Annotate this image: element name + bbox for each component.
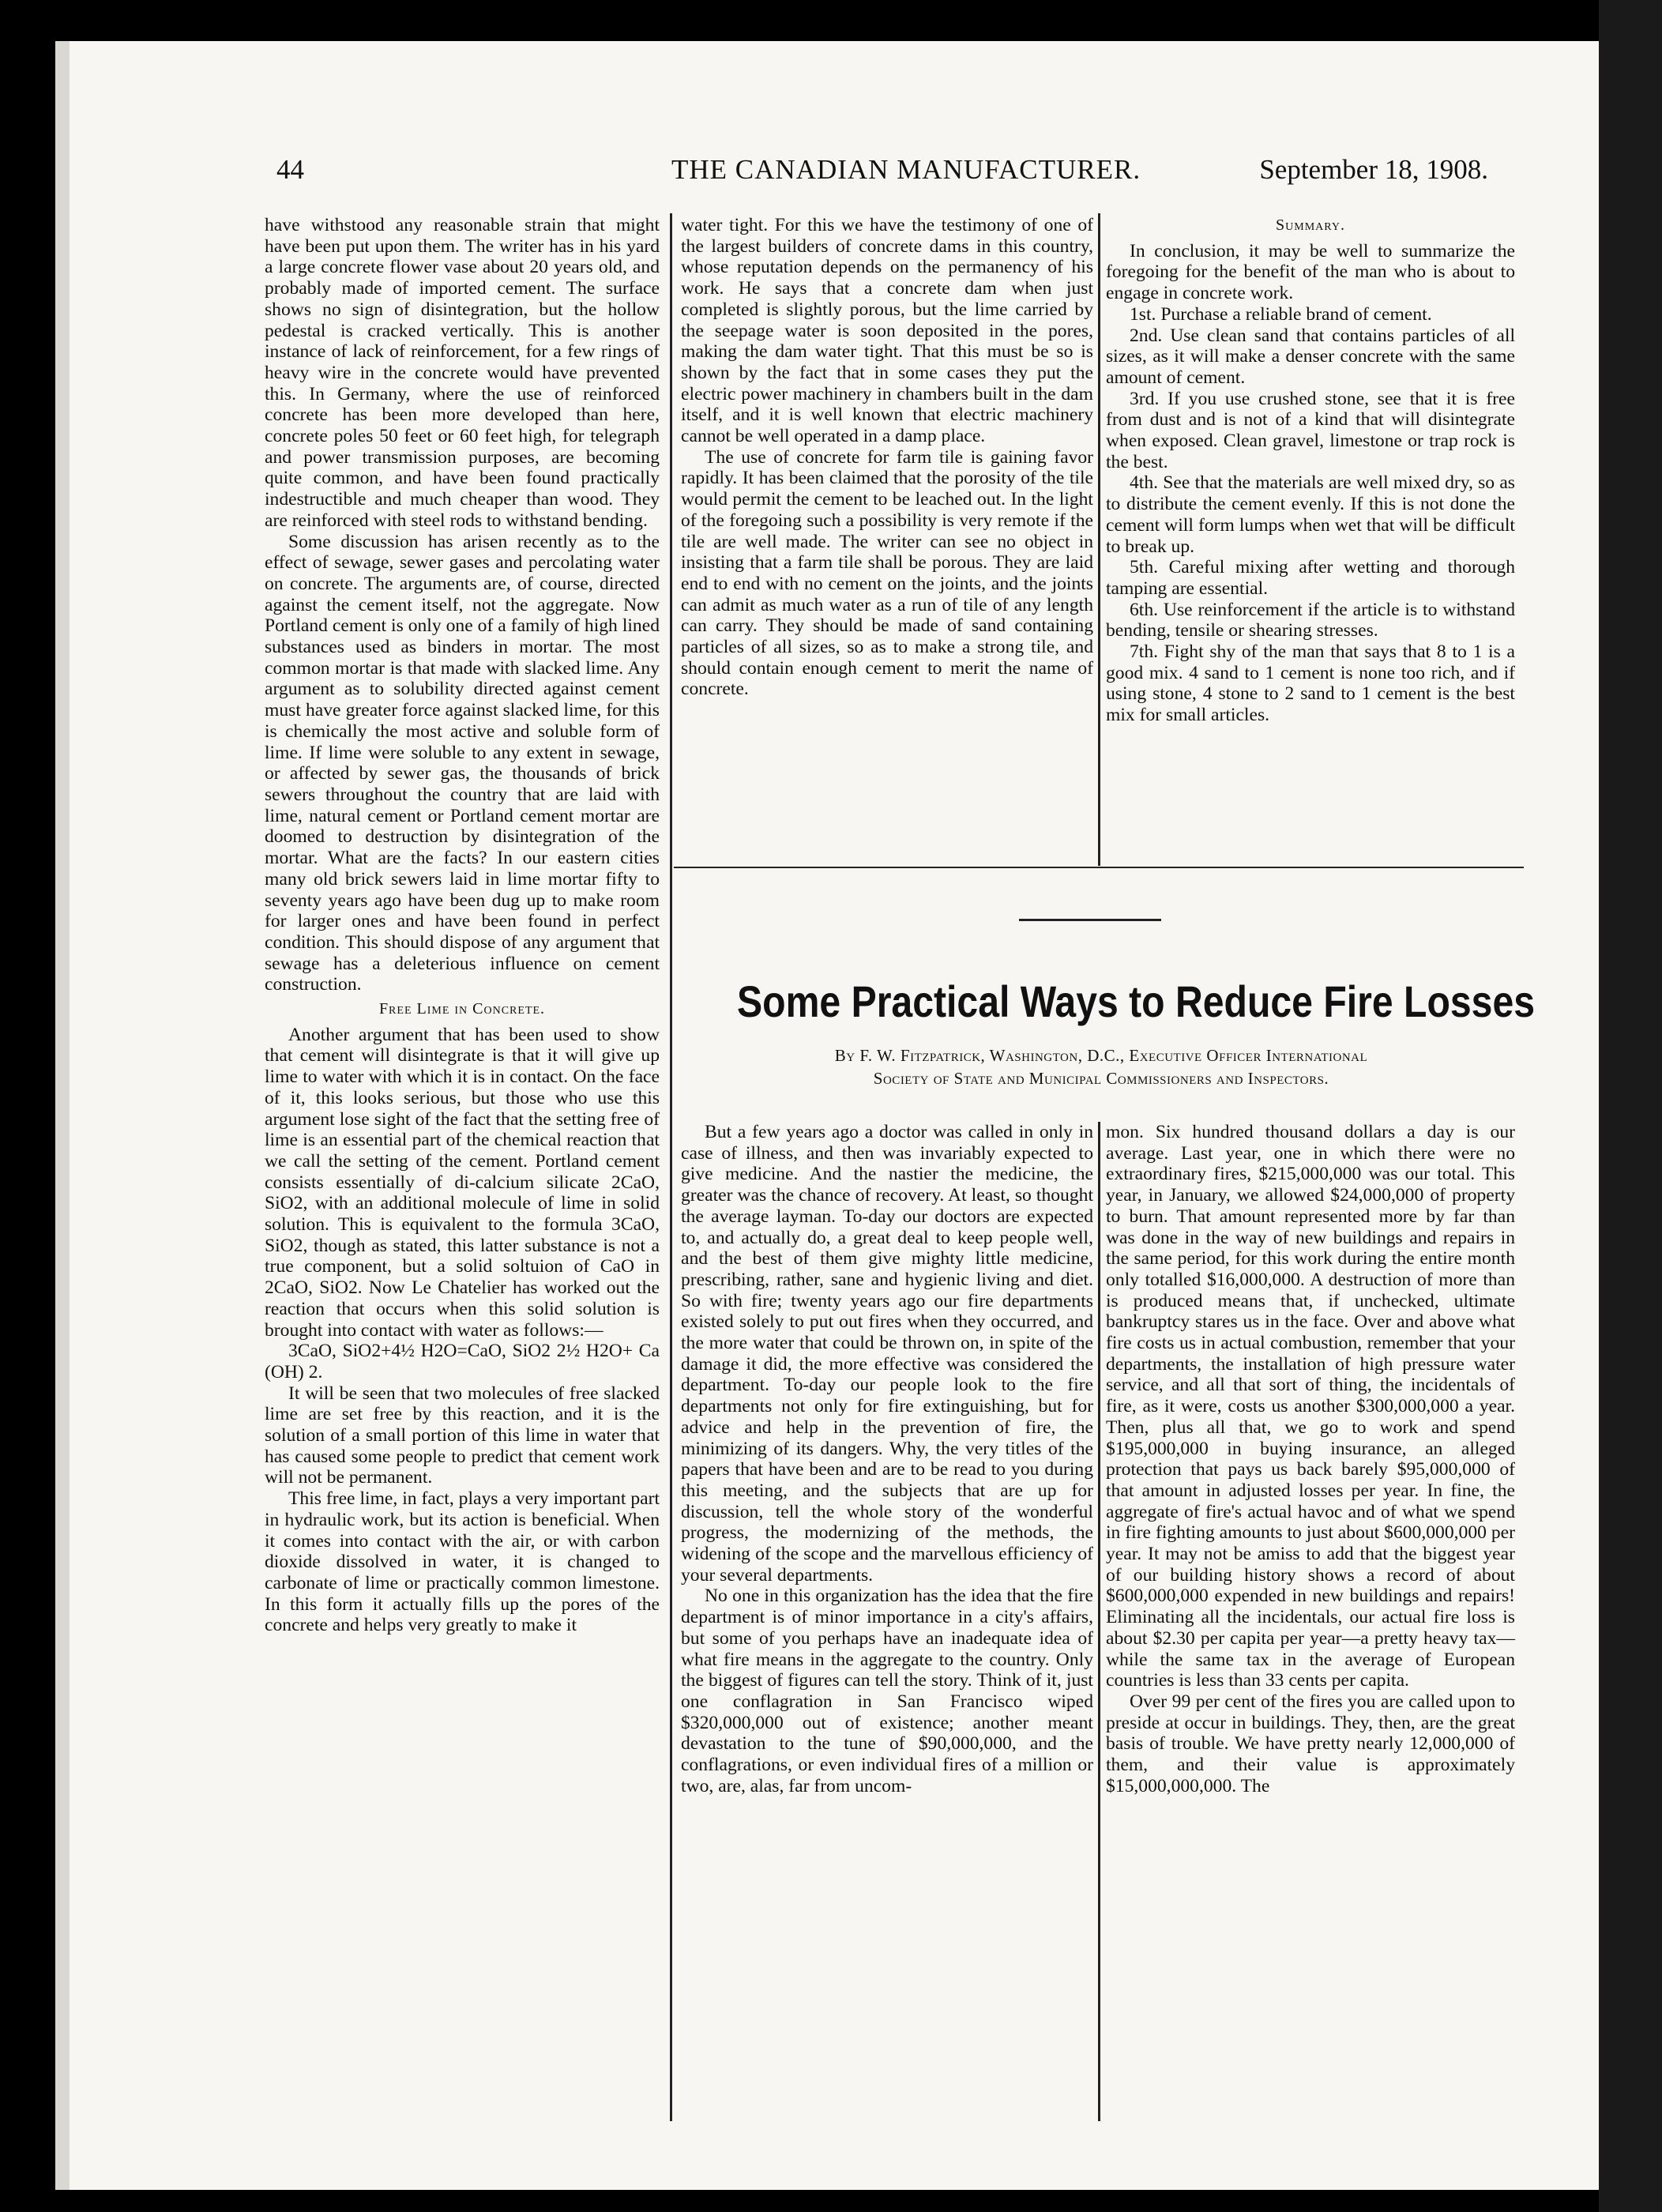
article-byline (678, 1044, 1525, 1090)
column-rule (1098, 213, 1100, 866)
article-column-2 (1106, 1122, 1515, 1797)
summary-heading: Summary. (1276, 216, 1345, 234)
scan-edge (1599, 0, 1662, 2212)
paragraph: In conclusion, it may be well to summarize the foregoing for the benefit of the man who is about to engage in concrete work. (1106, 240, 1515, 304)
summary-item: 5th. Careful mixing after wetting and thorough tamping are essential. (1106, 557, 1515, 599)
byline-line: By F. W. Fitzpatrick, Washington, D.C., Executive Officer International (834, 1046, 1368, 1065)
column-2 (681, 215, 1093, 700)
paragraph: Another argument that has been used to show that cement will disintegrate is that it will give up lime to water with which it is in contact. On the face of it, this looks serious, but those who use this argument lose sight of the fact that the setting free of lime is an essential part of the chemical reaction that we call the setting of the cement. Portland cement consists essentially of di-calcium silicate 2CaO, SiO2, with an additional molecule of lime in solid solution. This is equivalent to the formula 3CaO, SiO2, though as stated, this latter substance is not a true component, but a solid soltuion of CaO in 2CaO, SiO2. Now Le Chatelier has worked out the reaction that occurs when this solid solution is brought into contact with water as follows:— (265, 1024, 660, 1341)
paragraph: No one in this organization has the idea that the fire department is of minor importance in a city's affairs, but some of you perhaps have an inadequate idea of what fire means in the aggregate to the country. Only the biggest of figures can tell the story. Think of it, just one conflagration in San Francisco wiped $320,000,000 out of existence; another meant devastation to the tune of $90,000,000, and the conflagrations, or even individual fires of a million or two, are, alas, far from uncom- (681, 1586, 1093, 1796)
summary-item: 1st. Purchase a reliable brand of cement. (1130, 303, 1432, 325)
section-rule (674, 867, 1524, 868)
summary-item: 3rd. If you use crushed stone, see that it is free from dust and is not of a kind that will disintegrate when exposed. Clean gravel, limestone or trap rock is the best. (1106, 388, 1515, 472)
summary-item: 4th. See that the materials are well mixed dry, so as to distribute the cement evenly. If this is not done the cement will form lumps when wet that will be difficult to break up. (1106, 472, 1515, 557)
column-1 (265, 215, 660, 1636)
paragraph: Some discussion has arisen recently as to the effect of sewage, sewer gases and percolating water on concrete. The arguments are, of course, directed against the cement itself, not the aggregate. Now Portland cement is only one of a family of high lined substances used as binders in mortar. The most common mortar is that made with slacked lime. Any argument as to solubility directed against cement must have greater force against slacked lime, for this is chemically the most active and soluble form of lime. If lime were soluble to any extent in sewage, or affected by sewer gas, the thousands of brick sewers throughout the country that are laid with lime, natural cement or Portland cement mortar are doomed to destruction by disintegration of the mortar. What are the facts? In our eastern cities many old brick sewers laid in lime mortar fifty to seventy years ago have been dug up to make room for larger ones and have been found in perfect condition. This should dispose of any argument that sewage has a deleterious influence on cement construction. (265, 531, 660, 995)
summary-item: 7th. Fight shy of the man that says that 8 to 1 is a good mix. 4 sand to 1 cement is none too rich, and if using stone, 4 stone to 2 sand to 1 cement is the best mix for small articles. (1106, 641, 1515, 726)
subheading: Free Lime in Concrete. (378, 1000, 546, 1018)
paragraph: This free lime, in fact, plays a very important part in hydraulic work, but its action is beneficial. When it comes into contact with the air, or with carbon dioxide dissolved in water, it is changed to carbonate of lime or practically common limestone. In this form it actually fills up the pores of the concrete and helps very greatly to make it (265, 1488, 660, 1636)
paragraph: have withstood any reasonable strain that might have been put upon them. The writer has in his yard a large concrete flower vase about 20 years old, and probably made of imported cement. The surface shows no sign of disintegration, but the hollow pedestal is cracked vertically. This is another instance of lack of reinforcement, for a few rings of heavy wire in the concrete would have prevented this. In Germany, where the use of reinforced concrete has been more developed than here, concrete poles 50 feet or 60 feet high, for telegraph and power transmission purposes, are becoming quite common, and have been found practically indestructible and much cheaper than wood. They are reinforced with steel rods to withstand bending. (265, 215, 660, 531)
summary-item: 6th. Use reinforcement if the article is to withstand bending, tensile or shearing stresses. (1106, 599, 1515, 641)
page-number: 44 (276, 154, 304, 185)
chemical-formula: 3CaO, SiO2+4½ H2O=CaO, SiO2 2½ H2O+ Ca (OH) 2. (265, 1341, 660, 1382)
paragraph: The use of concrete for farm tile is gaining favor rapidly. It has been claimed that the porosity of the tile would permit the cement to be leached out. In the light of the foregoing such a possibility is very remote if the tile are well made. The writer can see no object in insisting that a farm tile shall be porous. They are laid end to end with no cement on the joints, and the joints can admit as much water as a run of tile of any length can carry. They should be made of sand containing particles of all sizes, so as to make a strong tile, and should contain enough cement to merit the name of concrete. (681, 446, 1093, 700)
paragraph: water tight. For this we have the testimony of one of the largest builders of concrete dams in this country, whose reputation depends on the permanency of his work. He says that a concrete dam when just completed is slightly porous, but the lime carried by the seepage water is soon deposited in the pores, making the dam water tight. That this must be so is shown by the fact that in some cases they put the electric power machinery in chambers built in the dam itself, and it is well known that electric machinery cannot be well operated in a damp place. (681, 215, 1093, 447)
summary-item: 2nd. Use clean sand that contains particles of all sizes, as it will make a denser concrete with the same amount of cement. (1106, 325, 1515, 388)
journal-title: THE CANADIAN MANUFACTURER. (671, 154, 1141, 185)
issue-date: September 18, 1908. (1259, 154, 1488, 185)
byline-line: Society of State and Municipal Commissioners and Inspectors. (873, 1069, 1329, 1088)
article-column-1 (681, 1122, 1093, 1797)
section-divider (1019, 919, 1161, 921)
column-rule (670, 213, 672, 2121)
paragraph: But a few years ago a doctor was called in only in case of illness, and then was invariably expected to give medicine. And the nastier the medicine, the greater was the chance of recovery. At least, so thought the average layman. To-day our doctors are expected to, and actually do, a great deal to keep people well, and the best of them give mighty little medicine, prescribing, rather, sane and hygienic living and diet. So with fire; twenty years ago our fire departments existed solely to put out fires when they occurred, and the more water that could be thrown on, in spite of the damage it did, the more effective was considered the department. To-day our people look to the fire departments not only for fire extinguishing, but for advice and help in the prevention of fire, the minimizing of its dangers. Why, the very titles of the papers that have been and are to be read to you during this meeting, and the subjects that are up for discussion, tell the whole story of the wonderful progress, the modernizing of the methods, the widening of the scope and the marvellous efficiency of your several departments. (681, 1122, 1093, 1586)
paragraph: mon. Six hundred thousand dollars a day is our average. Last year, one in which there were no extraordinary fires, $215,000,000 was our total. This year, in January, we allowed $24,000,000 of property to burn. That amount represented more by far than was done in the way of new buildings and repairs in the same period, for this work during the entire month only totalled $16,000,000. A destruction of more than is produced means that, if unchecked, ultimate bankruptcy stares us in the face. Over and above what fire costs us in actual combustion, remember that your departments, the installation of high pressure water service, and all that sort of thing, the incidentals of fire, as it were, costs us another $300,000,000 a year. Then, plus all that, we go to work and spend $195,000,000 in buying insurance, an alleged protection that pays us back barely $95,000,000 of that amount in adjusted losses per year. In fine, the aggregate of fire's actual havoc and of what we spend in fire fighting amounts to just about $600,000,000 per year. It may not be amiss to add that the biggest year of our building history shows a record of about $600,000,000 expended in new buildings and repairs! Eliminating all the incidentals, our actual fire loss is about $2.30 per capita per year—a pretty heavy tax—while the same tax in the average of European countries is less than 33 cents per capita. (1106, 1122, 1515, 1691)
paragraph: Over 99 per cent of the fires you are called upon to preside at occur in buildings. They, then, are the great basis of trouble. We have pretty nearly 12,000,000 of them, and their value is approximately $15,000,000,000. The (1106, 1691, 1515, 1796)
column-rule (1098, 1122, 1100, 2121)
article-title: Some Practical Ways to Reduce Fire Losses (737, 976, 1536, 1026)
binding-gutter (55, 41, 70, 2190)
paragraph: It will be seen that two molecules of free slacked lime are set free by this reaction, and it is the solution of a small portion of this lime in water that has caused some people to predict that cement work will not be permanent. (265, 1382, 660, 1488)
column-3-summary (1106, 215, 1515, 726)
